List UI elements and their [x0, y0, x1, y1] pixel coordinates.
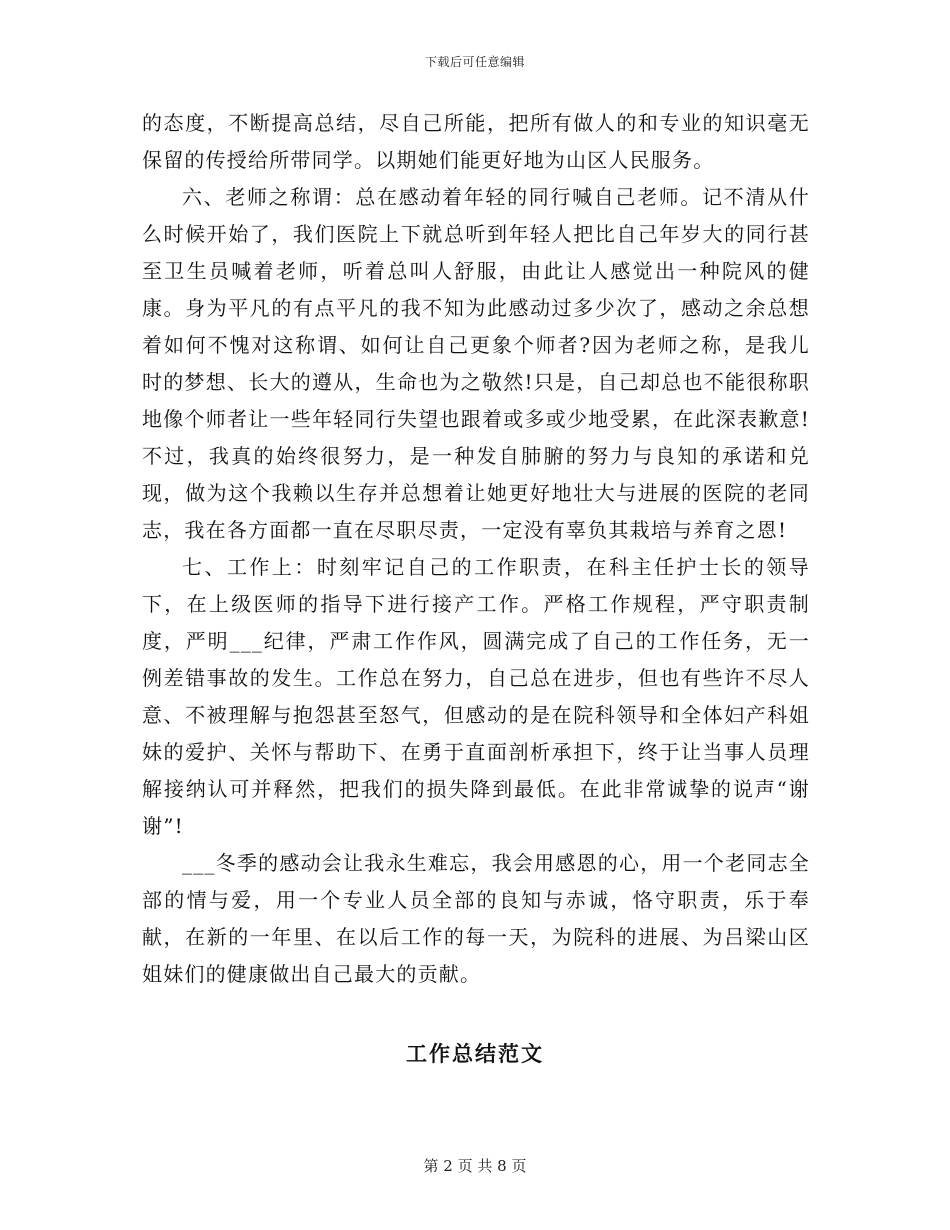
paragraph-teacher-title: 六、老师之称谓：总在感动着年轻的同行喊自己老师。记不清从什么时候开始了，我们医院上下就总听到年轻人把比自己年岁大的同行甚至卫生员喊着老师，听着总叫人舒服，由此让人感觉出一种院风的健康。身为平凡的有点平凡的我不知为此感动过多少次了，感动之余总想着如何不愧对这称谓、如何让自己更象个师者?因为老师之称，是我儿时的梦想、长大的遵从，生命也为之敬然!只是，自己却总也不能很称职地像个师者让一些年轻同行失望也跟着或多或少地受累，在此深表歉意!不过，我真的始终很努力，是一种发自肺腑的努力与良知的承诺和兑现，做为这个我赖以生存并总想着让她更好地壮大与进展的医院的老同志，我在各方面都一直在尽职尽责，一定没有辜负其栽培与养育之恩! [142, 185, 810, 542]
section-title: 工作总结范文 [406, 1041, 544, 1066]
paragraph-continuation: 的态度，不断提高总结，尽自己所能，把所有做人的和专业的知识毫无保留的传授给所带同学。以期她们能更好地为山区人民服务。 [142, 111, 810, 172]
document-body [142, 105, 810, 993]
paragraph-work: 七、工作上：时刻牢记自己的工作职责，在科主任护士长的领导下，在上级医师的指导下进行接产工作。严格工作规程，严守职责制度，严明___纪律，严肃工作作风，圆满完成了自己的工作任务，无一例差错事故的发生。工作总在努力，自己总在进步，但也有些许不尽人意、不被理解与抱怨甚至怒气，但感动的是在院科领导和全体妇产科姐妹的爱护、关怀与帮助下、在勇于直面剖析承担下，终于让当事人员理解接纳认可并释然，把我们的损失降到最低。在此非常诚挚的说声“谢谢”! [142, 555, 810, 838]
page-number: 第 2 页 共 8 页 [423, 1157, 527, 1175]
paragraph-closing: ___冬季的感动会让我永生难忘，我会用感恩的心，用一个老同志全部的情与爱，用一个专业人员全部的良知与赤诚，恪守职责，乐于奉献，在新的一年里、在以后工作的每一天，为院科的进展、为吕梁山区姐妹们的健康做出自己最大的贡献。 [142, 851, 810, 986]
page-header: 下载后可任意编辑 [424, 55, 525, 69]
